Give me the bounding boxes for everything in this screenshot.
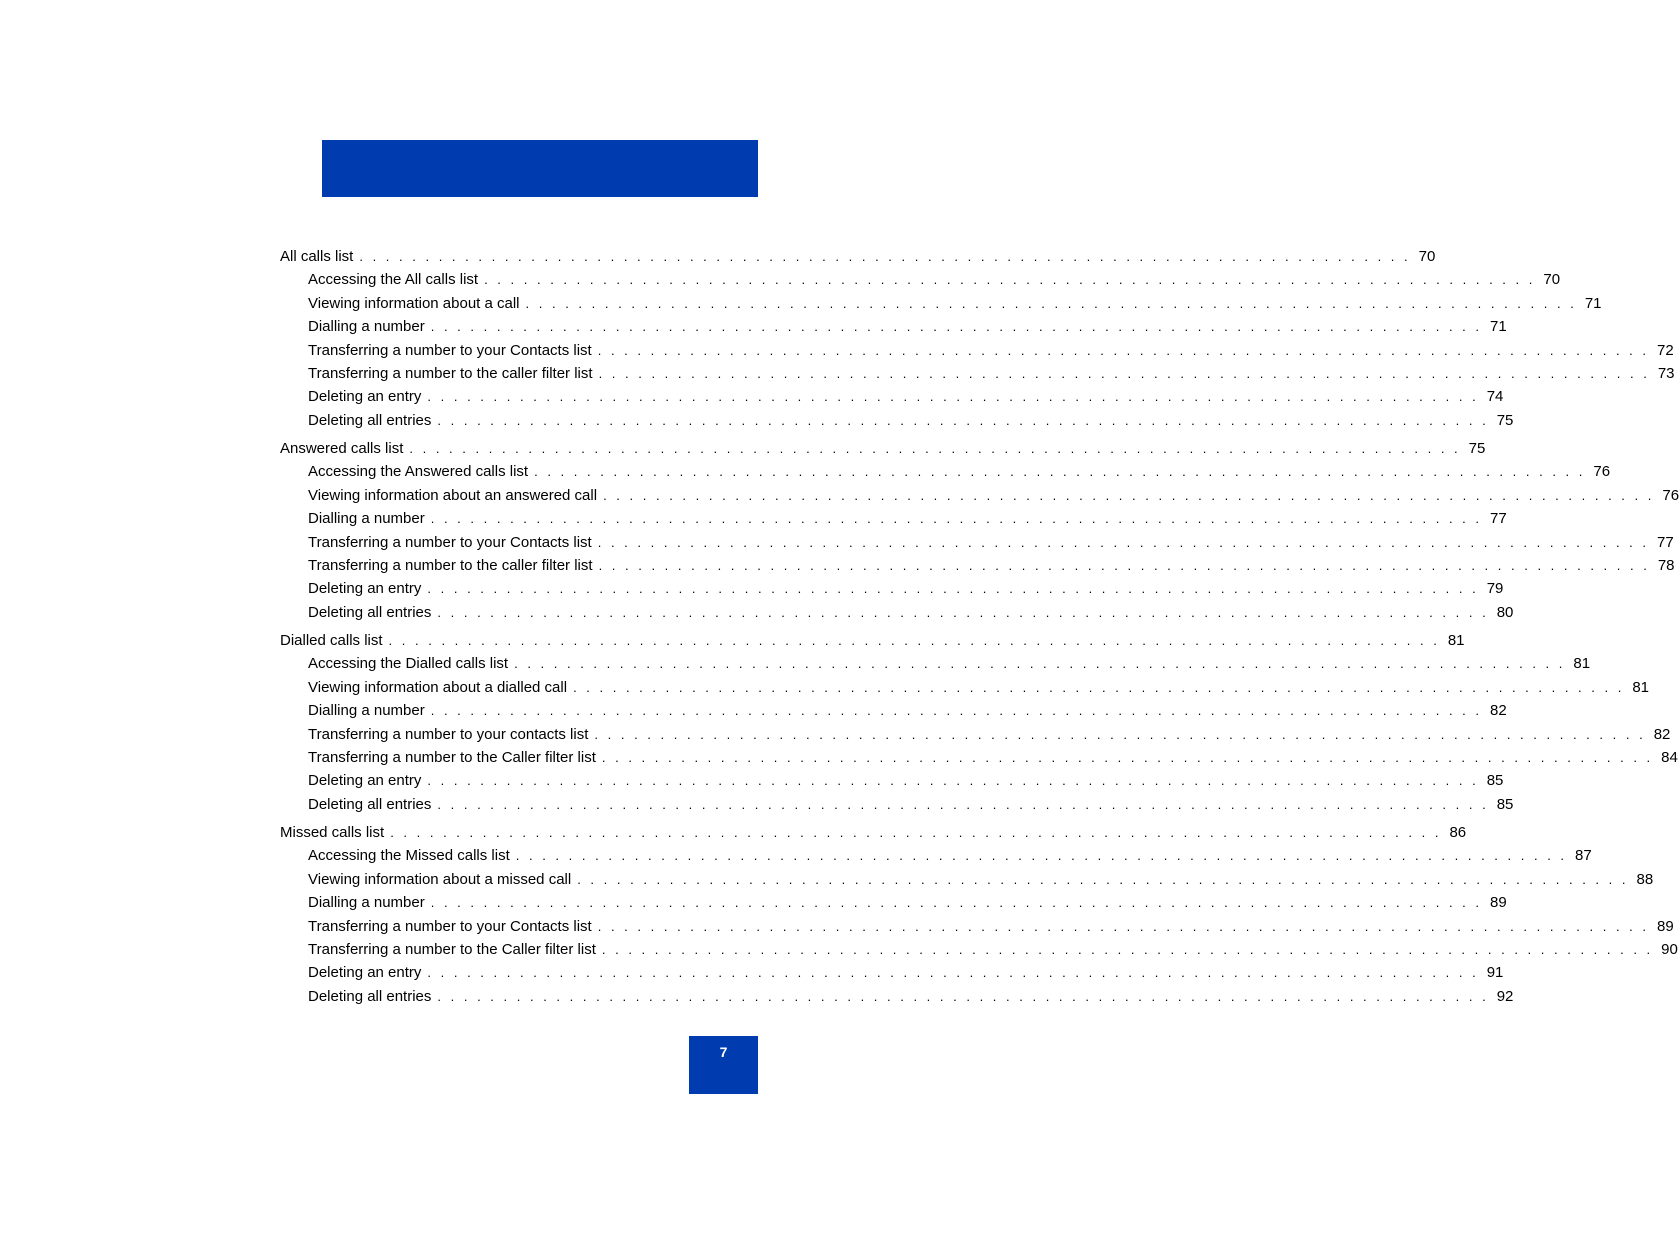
dot-leader: . . . . . . . . . . . . . . . . . . . . . . . . . . . . . . . . . . . . . . . . . . . . . . . . . . . . . . . . . . . . . . . . . . . . . . . . . . . . . . . .: [427, 389, 1479, 405]
dot-leader: . . . . . . . . . . . . . . . . . . . . . . . . . . . . . . . . . . . . . . . . . . . . . . . . . . . . . . . . . . . . . . . . . . . . . . . . . . . . . . . .: [430, 319, 1483, 335]
toc-entry-title: Dialling a number: [308, 702, 425, 720]
dot-leader: . . . . . . . . . . . . . . . . . . . . . . . . . . . . . . . . . . . . . . . . . . . . . . . . . . . . . . . . . . . . . . . . . . . . . . . . . . . . . . . .: [427, 581, 1479, 597]
dot-leader: . . . . . . . . . . . . . . . . . . . . . . . . . . . . . . . . . . . . . . . . . . . . . . . . . . . . . . . . . . . . . . . . . . . . . . . . . . . . . . . .: [430, 511, 1483, 527]
toc-entry-page: 92: [1496, 987, 1514, 1005]
toc-entry-title: Answered calls list: [280, 440, 404, 457]
toc-section: [280, 821, 1678, 1008]
toc-entry-title: Deleting all entries: [308, 603, 432, 621]
toc-entry-title: Deleting an entry: [308, 772, 422, 790]
toc-entry[interactable]: [280, 601, 1514, 624]
toc-entry-page: 86: [1449, 824, 1467, 841]
toc-entry-title: Accessing the Missed calls list: [308, 847, 510, 865]
toc-entry[interactable]: [280, 915, 1674, 938]
toc-entry-title: Dialling a number: [308, 318, 425, 336]
toc-entry-title: Deleting an entry: [308, 388, 422, 406]
toc-entry[interactable]: [280, 985, 1514, 1008]
toc-entry-page: 76: [1593, 463, 1611, 481]
toc-entry[interactable]: [280, 460, 1611, 483]
toc-entry[interactable]: [280, 531, 1674, 554]
toc-entry-page: 71: [1490, 318, 1507, 336]
toc-entry-page: 77: [1657, 533, 1674, 551]
toc-entry-title: Dialled calls list: [280, 632, 383, 649]
toc-entry-title: Deleting all entries: [308, 411, 432, 429]
toc-entry[interactable]: [280, 339, 1674, 362]
toc-entry-title: Viewing information about a dialled call: [308, 678, 568, 696]
toc-entry[interactable]: [280, 746, 1678, 769]
toc-entry-title: Dialling a number: [308, 510, 425, 528]
toc-entry-page: 85: [1496, 795, 1514, 813]
toc-entry-title: Transferring a number to the Caller filter list: [308, 748, 596, 766]
toc-entry-page: 89: [1657, 917, 1674, 935]
page-number: 7: [719, 1044, 728, 1060]
toc-entry[interactable]: [280, 844, 1592, 867]
toc-entry-page: 76: [1662, 486, 1679, 504]
toc-entry[interactable]: [280, 938, 1678, 961]
dot-leader: . . . . . . . . . . . . . . . . . . . . . . . . . . . . . . . . . . . . . . . . . . . . . . . . . . . . . . . . . . . . . . . . . . . . . . . . . . . . . . . .: [534, 464, 1586, 480]
dot-leader: . . . . . . . . . . . . . . . . . . . . . . . . . . . . . . . . . . . . . . . . . . . . . . . . . . . . . . . . . . . . . . . . . . . . . . . . . . . . . . . .: [603, 487, 1655, 503]
dot-leader: . . . . . . . . . . . . . . . . . . . . . . . . . . . . . . . . . . . . . . . . . . . . . . . . . . . . . . . . . . . . . . . . . . . . . . . . . . . . . . . .: [514, 656, 1566, 672]
toc-entry[interactable]: [280, 891, 1507, 914]
toc-entry[interactable]: [280, 577, 1504, 600]
dot-leader: . . . . . . . . . . . . . . . . . . . . . . . . . . . . . . . . . . . . . . . . . . . . . . . . . . . . . . . . . . . . . . . . . . . . . . . . . . . . . . . .: [430, 895, 1483, 911]
toc-section-heading[interactable]: [280, 437, 1486, 460]
toc-entry-title: Viewing information about a call: [308, 294, 520, 312]
toc-entry-title: Accessing the Dialled calls list: [308, 655, 509, 673]
toc-entry[interactable]: [280, 385, 1504, 408]
toc-entry-page: 91: [1486, 964, 1504, 982]
toc-entry-page: 81: [1573, 655, 1591, 673]
toc-entry-page: 70: [1543, 271, 1561, 289]
toc-entry[interactable]: [280, 699, 1507, 722]
dot-leader: . . . . . . . . . . . . . . . . . . . . . . . . . . . . . . . . . . . . . . . . . . . . . . . . . . . . . . . . . . . . . . . . . . . . . . . . . . . . . . . .: [601, 749, 1654, 765]
toc-entry[interactable]: [280, 554, 1675, 577]
dot-leader: . . . . . . . . . . . . . . . . . . . . . . . . . . . . . . . . . . . . . . . . . . . . . . . . . . . . . . . . . . . . . . . . . . . . . . . . . . . . . . . .: [437, 604, 1489, 620]
toc-entry-page: 88: [1636, 870, 1654, 888]
toc-entry[interactable]: [280, 409, 1514, 432]
dot-leader: . . . . . . . . . . . . . . . . . . . . . . . . . . . . . . . . . . . . . . . . . . . . . . . . . . . . . . . . . . . . . . . . . . . . . . . . . . . . . . . .: [388, 633, 1440, 648]
toc-entry-title: Viewing information about a missed call: [308, 870, 572, 888]
toc-entry-title: Transferring a number to the caller filter list: [308, 364, 593, 382]
toc-entry-page: 73: [1657, 364, 1675, 382]
dot-leader: . . . . . . . . . . . . . . . . . . . . . . . . . . . . . . . . . . . . . . . . . . . . . . . . . . . . . . . . . . . . . . . . . . . . . . . . . . . . . . . .: [437, 796, 1489, 812]
toc-entry-title: Transferring a number to the Caller filter list: [308, 940, 596, 958]
toc-entry-page: 77: [1490, 510, 1507, 528]
dot-leader: . . . . . . . . . . . . . . . . . . . . . . . . . . . . . . . . . . . . . . . . . . . . . . . . . . . . . . . . . . . . . . . . . . . . . . . . . . . . . . . .: [597, 918, 1650, 934]
toc-entry[interactable]: [280, 268, 1561, 291]
toc-entry-page: 81: [1632, 678, 1650, 696]
toc-entry-title: Deleting all entries: [308, 987, 432, 1005]
toc-entry[interactable]: [280, 868, 1654, 891]
toc-entry[interactable]: [280, 652, 1591, 675]
toc-entry[interactable]: [280, 676, 1650, 699]
toc-entry-title: Deleting an entry: [308, 964, 422, 982]
toc-entry-page: 74: [1486, 388, 1504, 406]
toc-entry-title: Deleting all entries: [308, 795, 432, 813]
dot-leader: . . . . . . . . . . . . . . . . . . . . . . . . . . . . . . . . . . . . . . . . . . . . . . . . . . . . . . . . . . . . . . . . . . . . . . . . . . . . . . . .: [437, 988, 1489, 1004]
toc-entry-page: 82: [1490, 702, 1507, 720]
toc-entry[interactable]: [280, 507, 1507, 530]
toc-section: [280, 245, 1675, 432]
toc-entry-page: 79: [1486, 580, 1504, 598]
toc-entry[interactable]: [280, 961, 1504, 984]
toc-entry[interactable]: [280, 362, 1675, 385]
toc-entry-page: 78: [1657, 556, 1675, 574]
header-band: [322, 140, 758, 197]
toc-section-heading[interactable]: [280, 245, 1436, 268]
toc-entry-title: Transferring a number to your Contacts list: [308, 917, 592, 935]
toc-entry-page: 85: [1486, 772, 1504, 790]
toc-entry-title: Transferring a number to your Contacts list: [308, 341, 592, 359]
dot-leader: . . . . . . . . . . . . . . . . . . . . . . . . . . . . . . . . . . . . . . . . . . . . . . . . . . . . . . . . . . . . . . . . . . . . . . . . . . . . . . . .: [601, 941, 1654, 957]
dot-leader: . . . . . . . . . . . . . . . . . . . . . . . . . . . . . . . . . . . . . . . . . . . . . . . . . . . . . . . . . . . . . . . . . . . . . . . . . . . . . . . .: [577, 871, 1629, 887]
page-number-badge: [689, 1036, 758, 1094]
toc-entry-page: 90: [1661, 940, 1678, 958]
toc-entry[interactable]: [280, 292, 1602, 315]
dot-leader: . . . . . . . . . . . . . . . . . . . . . . . . . . . . . . . . . . . . . . . . . . . . . . . . . . . . . . . . . . . . . . . . . . . . . . . . . . . . . . . .: [598, 557, 1650, 573]
dot-leader: . . . . . . . . . . . . . . . . . . . . . . . . . . . . . . . . . . . . . . . . . . . . . . . . . . . . . . . . . . . . . . . . . . . . . . . . . . . . . . . .: [597, 534, 1650, 550]
dot-leader: . . . . . . . . . . . . . . . . . . . . . . . . . . . . . . . . . . . . . . . . . . . . . . . . . . . . . . . . . . . . . . . . . . . . . . . . . . . . . . . .: [594, 726, 1646, 742]
dot-leader: . . . . . . . . . . . . . . . . . . . . . . . . . . . . . . . . . . . . . . . . . . . . . . . . . . . . . . . . . . . . . . . . . . . . . . . . . . . . . . . .: [597, 342, 1650, 358]
dot-leader: . . . . . . . . . . . . . . . . . . . . . . . . . . . . . . . . . . . . . . . . . . . . . . . . . . . . . . . . . . . . . . . . . . . . . . . . . . . . . . . .: [484, 272, 1536, 288]
toc-entry-page: 80: [1496, 603, 1514, 621]
toc-entry[interactable]: [280, 484, 1679, 507]
toc-entry-page: 71: [1584, 294, 1602, 312]
dot-leader: . . . . . . . . . . . . . . . . . . . . . . . . . . . . . . . . . . . . . . . . . . . . . . . . . . . . . . . . . . . . . . . . . . . . . . . . . . . . . . . .: [427, 965, 1479, 981]
toc-entry-page: 75: [1496, 411, 1514, 429]
toc-entry-page: 70: [1418, 248, 1436, 265]
toc-entry-title: Transferring a number to the caller filter list: [308, 556, 593, 574]
toc-entry-title: Transferring a number to your Contacts list: [308, 533, 592, 551]
toc-entry[interactable]: [280, 315, 1507, 338]
toc-entry-title: Viewing information about an answered call: [308, 486, 598, 504]
dot-leader: . . . . . . . . . . . . . . . . . . . . . . . . . . . . . . . . . . . . . . . . . . . . . . . . . . . . . . . . . . . . . . . . . . . . . . . . . . . . . . . .: [427, 773, 1479, 789]
toc-entry-page: 72: [1657, 341, 1674, 359]
dot-leader: . . . . . . . . . . . . . . . . . . . . . . . . . . . . . . . . . . . . . . . . . . . . . . . . . . . . . . . . . . . . . . . . . . . . . . . . . . . . . . . .: [525, 295, 1577, 311]
toc-section: [280, 629, 1678, 816]
dot-leader: . . . . . . . . . . . . . . . . . . . . . . . . . . . . . . . . . . . . . . . . . . . . . . . . . . . . . . . . . . . . . . . . . . . . . . . . . . . . . . . .: [437, 412, 1489, 428]
dot-leader: . . . . . . . . . . . . . . . . . . . . . . . . . . . . . . . . . . . . . . . . . . . . . . . . . . . . . . . . . . . . . . . . . . . . . . . . . . . . . . . .: [598, 365, 1650, 381]
toc-entry-page: 75: [1468, 440, 1486, 457]
toc-entry-page: 82: [1653, 725, 1671, 743]
toc-section-heading[interactable]: [280, 629, 1465, 652]
toc-entry-title: Accessing the All calls list: [308, 271, 479, 289]
toc-entry-title: Deleting an entry: [308, 580, 422, 598]
toc-entry-title: Dialling a number: [308, 894, 425, 912]
toc-entry-page: 87: [1575, 847, 1592, 865]
toc-entry-page: 89: [1490, 894, 1507, 912]
toc-entry-title: All calls list: [280, 248, 354, 265]
dot-leader: . . . . . . . . . . . . . . . . . . . . . . . . . . . . . . . . . . . . . . . . . . . . . . . . . . . . . . . . . . . . . . . . . . . . . . . . . . . . . . . .: [390, 825, 1442, 840]
toc-entry-page: 81: [1447, 632, 1465, 649]
toc-section: [280, 437, 1679, 624]
dot-leader: . . . . . . . . . . . . . . . . . . . . . . . . . . . . . . . . . . . . . . . . . . . . . . . . . . . . . . . . . . . . . . . . . . . . . . . . . . . . . . . .: [409, 441, 1461, 456]
toc-entry-title: Accessing the Answered calls list: [308, 463, 529, 481]
dot-leader: . . . . . . . . . . . . . . . . . . . . . . . . . . . . . . . . . . . . . . . . . . . . . . . . . . . . . . . . . . . . . . . . . . . . . . . . . . . . . . . .: [359, 249, 1411, 264]
toc-entry[interactable]: [280, 723, 1671, 746]
dot-leader: . . . . . . . . . . . . . . . . . . . . . . . . . . . . . . . . . . . . . . . . . . . . . . . . . . . . . . . . . . . . . . . . . . . . . . . . . . . . . . . .: [573, 679, 1625, 695]
toc-section-heading[interactable]: [280, 821, 1467, 844]
toc-entry-title: Transferring a number to your contacts list: [308, 725, 589, 743]
toc-entry[interactable]: [280, 769, 1504, 792]
dot-leader: . . . . . . . . . . . . . . . . . . . . . . . . . . . . . . . . . . . . . . . . . . . . . . . . . . . . . . . . . . . . . . . . . . . . . . . . . . . . . . . .: [430, 703, 1483, 719]
toc-entry-page: 84: [1661, 748, 1678, 766]
toc-entry-title: Missed calls list: [280, 824, 385, 841]
dot-leader: . . . . . . . . . . . . . . . . . . . . . . . . . . . . . . . . . . . . . . . . . . . . . . . . . . . . . . . . . . . . . . . . . . . . . . . . . . . . . . . .: [515, 848, 1568, 864]
toc-entry[interactable]: [280, 793, 1514, 816]
